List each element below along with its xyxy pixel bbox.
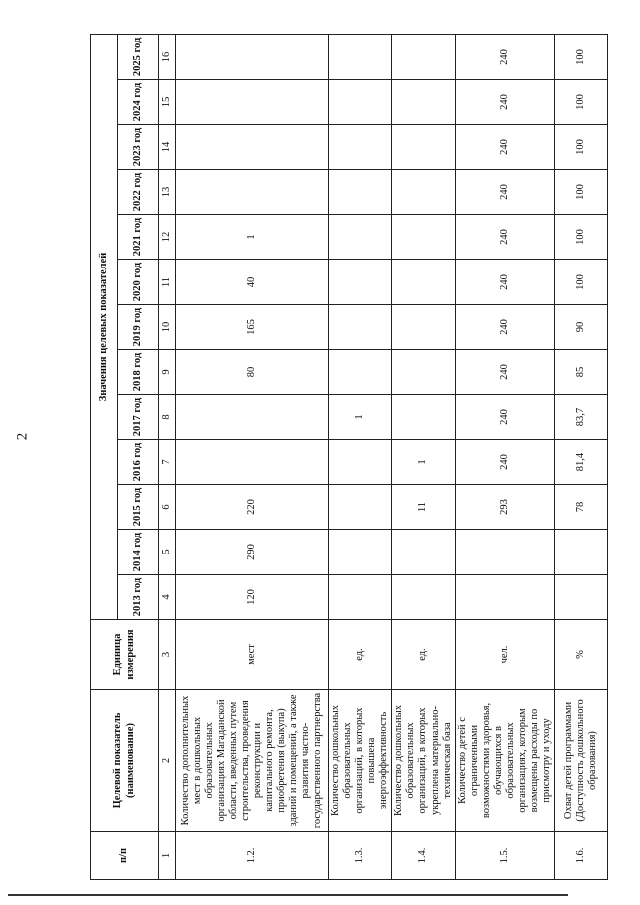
table-row: [555, 34, 608, 879]
value-cell: 293: [455, 485, 555, 530]
indicator-name: Количество дошкольных образовательных организаций, в которых повышена энергоэффективность: [329, 690, 392, 832]
row-number: 1.5.: [455, 832, 555, 880]
column-number: 15: [159, 80, 176, 125]
value-cell: 240: [455, 34, 555, 79]
row-number: 1.4.: [392, 832, 455, 880]
unit-cell: ед.: [392, 620, 455, 690]
value-cell: [392, 530, 455, 575]
value-cell: [329, 215, 392, 260]
value-cell: 240: [455, 80, 555, 125]
header-year: 2013 год: [118, 575, 159, 620]
indicator-name: Количество дошкольных образовательных организаций, в которых укреплена материально-техническая база: [392, 690, 455, 832]
value-cell: 220: [176, 485, 329, 530]
indicator-name: Количество детей с ограниченными возможностями здоровья, обучающихся в образовательных организациях, которым возмещены расходы по присмотру и уходу: [455, 690, 555, 832]
header-row-1: [91, 34, 118, 879]
value-cell: [329, 530, 392, 575]
value-cell: [392, 215, 455, 260]
value-cell: 240: [455, 215, 555, 260]
rotated-table-container: [90, 35, 599, 880]
value-cell: [329, 440, 392, 485]
header-year: 2018 год: [118, 350, 159, 395]
value-cell: [176, 34, 329, 79]
header-year: 2016 год: [118, 440, 159, 485]
value-cell: [392, 395, 455, 440]
value-cell: [176, 170, 329, 215]
column-number: 6: [159, 485, 176, 530]
value-cell: 165: [176, 305, 329, 350]
row-number: 1.3.: [329, 832, 392, 880]
value-cell: [176, 440, 329, 485]
value-cell: [176, 125, 329, 170]
value-cell: [555, 575, 608, 620]
value-cell: 100: [555, 170, 608, 215]
column-number: 13: [159, 170, 176, 215]
header-year: 2019 год: [118, 305, 159, 350]
header-year: 2017 год: [118, 395, 159, 440]
column-number-row: [159, 34, 176, 879]
unit-cell: мест: [176, 620, 329, 690]
header-unit: Единица измерения: [91, 620, 159, 690]
header-year: 2015 год: [118, 485, 159, 530]
value-cell: 100: [555, 80, 608, 125]
unit-cell: ед.: [329, 620, 392, 690]
value-cell: 240: [455, 170, 555, 215]
value-cell: [392, 125, 455, 170]
table-row: [329, 34, 392, 879]
header-year: 2021 год: [118, 215, 159, 260]
value-cell: 1: [329, 395, 392, 440]
value-cell: [329, 125, 392, 170]
value-cell: [455, 575, 555, 620]
value-cell: 80: [176, 350, 329, 395]
value-cell: [392, 80, 455, 125]
value-cell: [176, 395, 329, 440]
value-cell: 100: [555, 125, 608, 170]
row-number: 1.2.: [176, 832, 329, 880]
value-cell: [392, 305, 455, 350]
value-cell: 100: [555, 260, 608, 305]
column-number: 10: [159, 305, 176, 350]
header-year: 2022 год: [118, 170, 159, 215]
value-cell: 40: [176, 260, 329, 305]
value-cell: 81,4: [555, 440, 608, 485]
value-cell: [329, 260, 392, 305]
value-cell: 240: [455, 125, 555, 170]
unit-cell: %: [555, 620, 608, 690]
value-cell: 240: [455, 350, 555, 395]
indicator-name: Охват детей программами (Доступность дошкольного образования): [555, 690, 608, 832]
value-cell: [455, 530, 555, 575]
column-number: 7: [159, 440, 176, 485]
table-row: [176, 34, 329, 879]
value-cell: [392, 260, 455, 305]
page-number: 2: [14, 432, 31, 441]
indicator-name: Количество дополнительных мест в дошкольных образовательных организациях Магаданской области, введенных путем строительства, проведения реконструкции и капитального ремонта, приобретения (выкупа) зданий и помещений, а также развития частно-государственного партнерства: [176, 690, 329, 832]
value-cell: [392, 350, 455, 395]
unit-cell: чел.: [455, 620, 555, 690]
header-num: п/п: [91, 832, 159, 880]
value-cell: 240: [455, 395, 555, 440]
value-cell: [329, 170, 392, 215]
value-cell: 240: [455, 440, 555, 485]
column-number: 1: [159, 832, 176, 880]
value-cell: 100: [555, 34, 608, 79]
header-year: 2014 год: [118, 530, 159, 575]
value-cell: 1: [176, 215, 329, 260]
table-row: [392, 34, 455, 879]
value-cell: [329, 305, 392, 350]
column-number: 8: [159, 395, 176, 440]
value-cell: 120: [176, 575, 329, 620]
header-year: 2024 год: [118, 80, 159, 125]
column-number: 2: [159, 690, 176, 832]
value-cell: [176, 80, 329, 125]
value-cell: 240: [455, 305, 555, 350]
value-cell: [392, 170, 455, 215]
row-number: 1.6.: [555, 832, 608, 880]
value-cell: [329, 80, 392, 125]
column-number: 12: [159, 215, 176, 260]
column-number: 3: [159, 620, 176, 690]
value-cell: 240: [455, 260, 555, 305]
value-cell: [555, 530, 608, 575]
value-cell: 1: [392, 440, 455, 485]
value-cell: 100: [555, 215, 608, 260]
column-number: 14: [159, 125, 176, 170]
value-cell: [329, 575, 392, 620]
value-cell: 78: [555, 485, 608, 530]
value-cell: 11: [392, 485, 455, 530]
table-row: [455, 34, 555, 879]
header-year: 2023 год: [118, 125, 159, 170]
value-cell: [329, 350, 392, 395]
column-number: 11: [159, 260, 176, 305]
value-cell: 83,7: [555, 395, 608, 440]
value-cell: [392, 34, 455, 79]
header-year: 2020 год: [118, 260, 159, 305]
column-number: 9: [159, 350, 176, 395]
header-indicator: Целевой показатель (наименование): [91, 690, 159, 832]
value-cell: 290: [176, 530, 329, 575]
page-bottom-rule: [8, 894, 568, 896]
value-cell: [392, 575, 455, 620]
column-number: 4: [159, 575, 176, 620]
header-values-group: Значения целевых показателей: [91, 34, 118, 619]
value-cell: 90: [555, 305, 608, 350]
value-cell: [329, 34, 392, 79]
column-number: 16: [159, 34, 176, 79]
header-year: 2025 год: [118, 34, 159, 79]
column-number: 5: [159, 530, 176, 575]
target-indicators-table: [90, 34, 608, 880]
value-cell: 85: [555, 350, 608, 395]
value-cell: [329, 485, 392, 530]
